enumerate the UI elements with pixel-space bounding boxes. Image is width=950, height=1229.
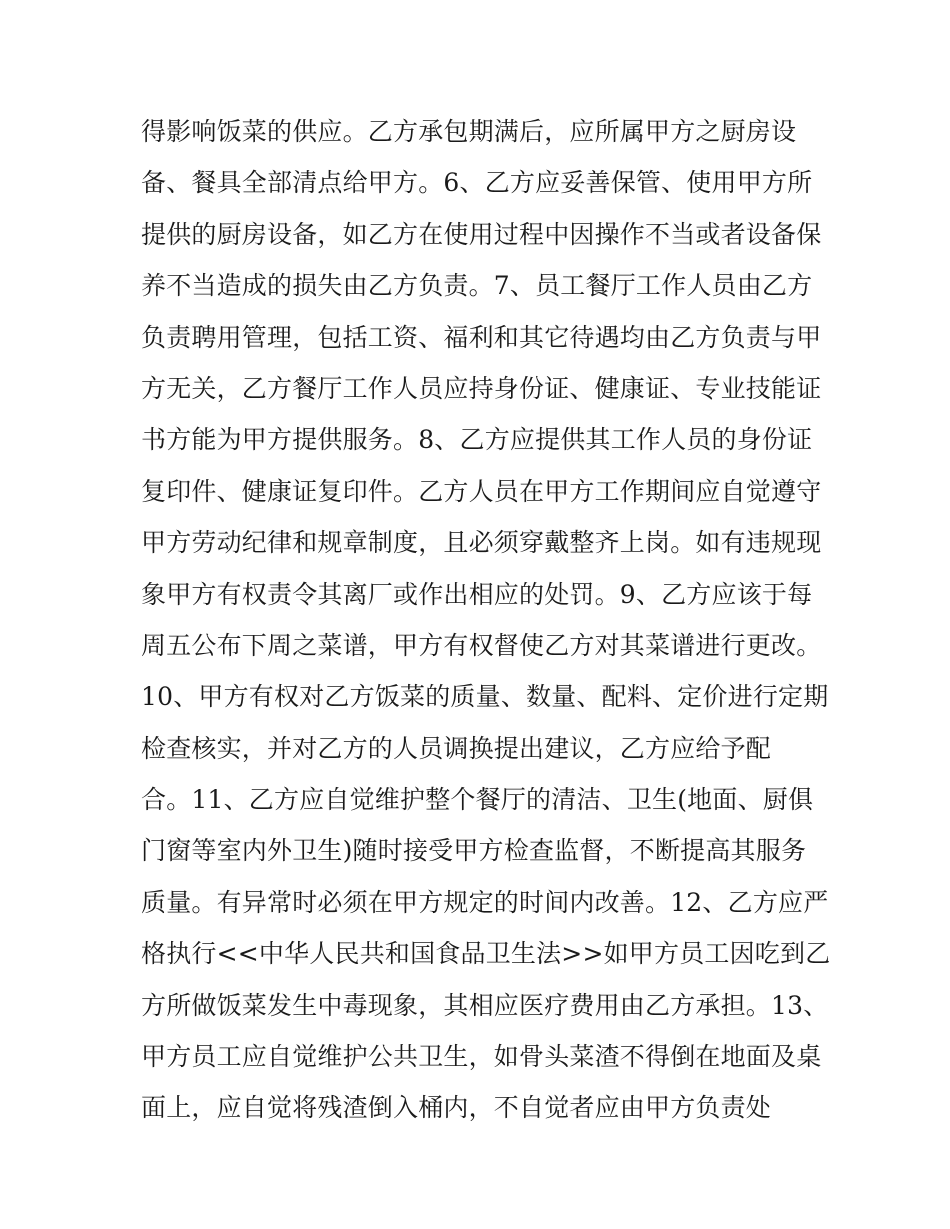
text-line: 养不当造成的损失由乙方负责。7、员工餐厅工作人员由乙方 xyxy=(141,271,813,301)
text-line: 象甲方有权责令其离厂或作出相应的处罚。9、乙方应该于每 xyxy=(141,579,813,609)
text-line: 面上，应自觉将残渣倒入桶内，不自觉者应由甲方负责处 xyxy=(141,1093,772,1123)
text-line: 10、甲方有权对乙方饭菜的质量、数量、配料、定价进行定期 xyxy=(141,682,829,712)
text-line: 合。11、乙方应自觉维护整个餐厅的清洁、卫生(地面、厨俱 xyxy=(141,785,814,815)
text-line: 质量。有异常时必须在甲方规定的时间内改善。12、乙方应严 xyxy=(141,887,829,917)
text-line: 得影响饭菜的供应。乙方承包期满后，应所属甲方之厨房设 xyxy=(141,117,797,146)
text-line: 周五公布下周之菜谱，甲方有权督使乙方对其菜谱进行更改。 xyxy=(141,630,822,660)
text-line: 甲方员工应自觉维护公共卫生，如骨头菜渣不得倒在地面及桌 xyxy=(141,1042,822,1072)
text-line: 提供的厨房设备，如乙方在使用过程中因操作不当或者设备保 xyxy=(141,219,822,249)
body-text xyxy=(141,106,831,1134)
text-line: 甲方劳动纪律和规章制度，且必须穿戴整齐上岗。如有违规现 xyxy=(141,528,822,558)
text-line: 格执行<<中华人民共和国食品卫生法>>如甲方员工因吃到乙 xyxy=(141,939,831,969)
text-line: 方无关，乙方餐厅工作人员应持身份证、健康证、专业技能证 xyxy=(141,373,822,403)
text-line: 备、餐具全部清点给甲方。6、乙方应妥善保管、使用甲方所 xyxy=(141,168,813,198)
text-line: 检查核实，并对乙方的人员调换提出建议，乙方应给予配 xyxy=(141,733,772,763)
text-line: 门窗等室内外卫生)随时接受甲方检查监督，不断提高其服务 xyxy=(141,836,807,866)
text-line: 复印件、健康证复印件。乙方人员在甲方工作期间应自觉遵守 xyxy=(141,476,822,506)
text-line: 书方能为甲方提供服务。8、乙方应提供其工作人员的身份证 xyxy=(141,425,813,455)
text-line: 方所做饭菜发生中毒现象，其相应医疗费用由乙方承担。13、 xyxy=(141,990,829,1020)
text-line: 负责聘用管理，包括工资、福利和其它待遇均由乙方负责与甲 xyxy=(141,322,822,352)
